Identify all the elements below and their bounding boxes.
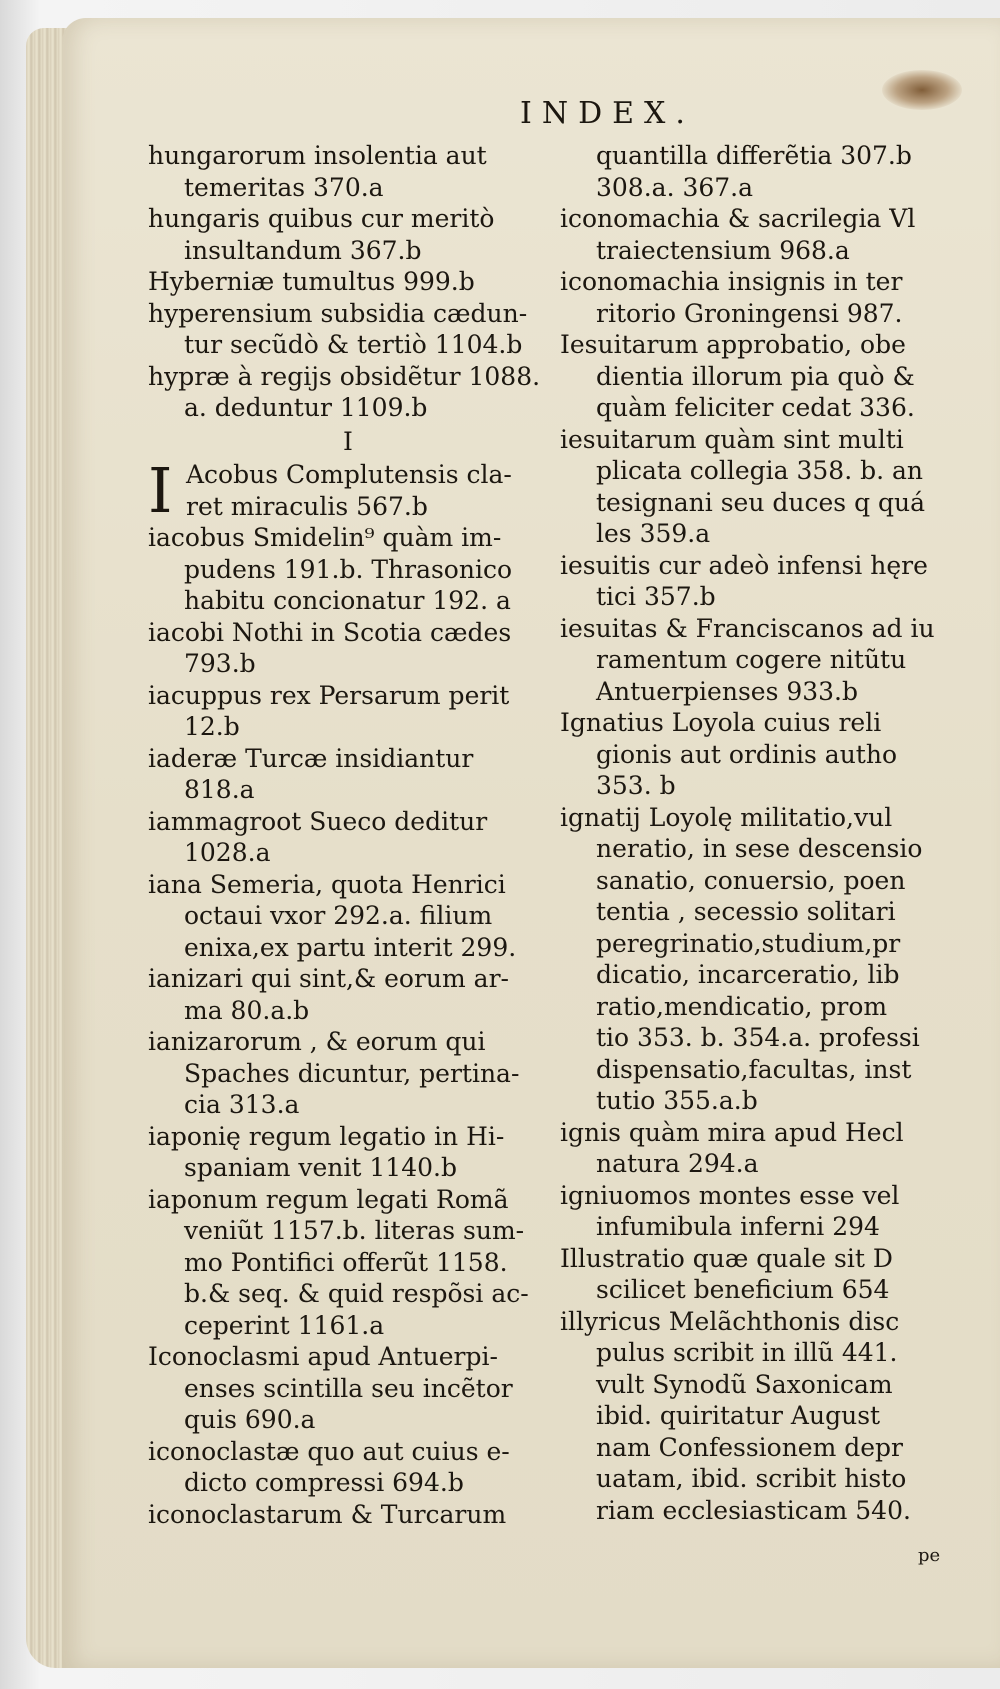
entry-line: Acobus Complutensis cla-: [186, 460, 512, 489]
entry-line: iaderæ Turcæ insidiantur: [148, 743, 474, 773]
entry-line: nam Confessionem depr: [596, 1432, 903, 1462]
index-entry: [560, 140, 1000, 203]
entry-line: veniũt 1157.b. literas sum-: [184, 1216, 525, 1245]
index-entry: [148, 680, 618, 743]
entry-line: iaponum regum legati Romã: [148, 1184, 509, 1214]
index-entry: [148, 806, 618, 869]
entry-line: 818.a: [184, 775, 255, 804]
entry-line: iconoclastæ quo aut cuius e-: [148, 1436, 510, 1466]
entry-line: riam ecclesiasticam 540.: [596, 1495, 911, 1525]
entry-line: ignatij Loyolę militatio,vul: [560, 802, 893, 832]
index-entry: [560, 1117, 1000, 1180]
entry-line: infumibula inferni 294: [596, 1212, 880, 1241]
entry-line: Iesuitarum approbatio, obe: [560, 330, 906, 359]
entry-line: illyricus Melãchthonis disc: [560, 1306, 900, 1336]
index-entry: [560, 1243, 1000, 1306]
entry-line: iconomachia & sacrilegia Vl: [560, 204, 916, 233]
index-entry: [148, 743, 618, 806]
entry-line: iacobus Smidelin⁹ quàm im-: [148, 523, 502, 552]
entry-line: iconomachia insignis in ter: [560, 267, 903, 296]
entry-line: pulus scribit in illũ 441.: [596, 1338, 898, 1367]
index-entry: [148, 298, 618, 361]
index-entry: [148, 617, 618, 680]
entry-line: Ignatius Loyola cuius reli: [560, 708, 882, 737]
entry-line: octaui vxor 292.a. filium: [184, 901, 493, 930]
entry-line: ceperint 1161.a: [184, 1310, 385, 1340]
index-entry: [148, 266, 618, 298]
entry-line: quis 690.a: [184, 1405, 316, 1434]
entry-line: mo Pontifici offerũt 1158.: [184, 1247, 508, 1277]
entry-line: hungarorum insolentia aut: [148, 141, 487, 170]
entry-line: iesuitas & Franciscanos ad iu: [560, 613, 935, 643]
entry-line: hungaris quibus cur meritò: [148, 204, 495, 233]
dropcap-letter: I: [148, 454, 173, 527]
entry-line: tio 353. b. 354.a. professi: [596, 1023, 920, 1052]
entry-line: traiectensium 968.a: [596, 235, 850, 265]
entry-line: plicata collegia 358. b. an: [596, 456, 924, 485]
entry-line: cia 313.a: [184, 1090, 300, 1119]
index-entry: [148, 1026, 618, 1121]
entry-line: iacuppus rex Persarum perit: [148, 680, 510, 710]
entry-line: 793.b: [184, 649, 256, 678]
left-entries-before-section: [148, 140, 618, 424]
entry-line: ret miraculis 567.b: [186, 491, 428, 521]
entry-line: tici 357.b: [596, 582, 716, 611]
entry-line: 12.b: [184, 712, 240, 741]
entry-line: vult Synodũ Saxonicam: [596, 1369, 893, 1399]
entry-line: tur secũdò & tertiò 1104.b: [184, 330, 523, 359]
entry-line: tutio 355.a.b: [596, 1086, 758, 1115]
entry-line: dicatio, incarceratio, lib: [596, 960, 900, 989]
entry-line: spaniam venit 1140.b: [184, 1153, 457, 1182]
left-entries-after-section: [148, 522, 618, 1530]
running-head: INDEX.: [520, 96, 695, 131]
entry-line: ianizarorum , & eorum qui: [148, 1027, 486, 1056]
entry-line: ianizari qui sint,& eorum ar-: [148, 964, 509, 993]
index-entry: [560, 266, 1000, 329]
entry-line: 1028.a: [184, 838, 271, 867]
entry-line: quantilla differẽtia 307.b: [596, 141, 912, 170]
index-entry: [148, 1341, 618, 1436]
entry-line: iesuitarum quàm sint multi: [560, 424, 904, 454]
index-entry: [148, 361, 618, 424]
entry-line: dientia illorum pia quò &: [596, 361, 915, 391]
entry-line: hyperensium subsidia cædun-: [148, 298, 528, 328]
index-entry: [560, 329, 1000, 424]
entry-line: Spaches dicuntur, pertina-: [184, 1058, 520, 1088]
entry-line: les 359.a: [596, 519, 711, 548]
index-entry: [560, 203, 1000, 266]
index-entry: [148, 963, 618, 1026]
index-entry: [148, 140, 618, 203]
entry-line: habitu concionatur 192. a: [184, 586, 511, 615]
entry-line: enixa,ex partu interit 299.: [184, 932, 517, 962]
entry-line: Iconoclasmi apud Antuerpi-: [148, 1342, 498, 1371]
entry-line: Antuerpienses 933.b: [596, 676, 859, 706]
entry-line: ma 80.a.b: [184, 995, 310, 1025]
entry-line: iana Semeria, quota Henrici: [148, 869, 506, 899]
entry-line: 353. b: [596, 771, 676, 800]
right-entries: [560, 140, 1000, 1526]
entry-line: iconoclastarum & Turcarum: [148, 1499, 507, 1529]
index-entry: [560, 802, 1000, 1117]
entry-line: Illustratio quæ quale sit D: [560, 1243, 893, 1273]
index-entry: [560, 424, 1000, 550]
index-entry: [148, 203, 618, 266]
entry-line: iammagroot Sueco deditur: [148, 806, 488, 836]
entry-line: ignis quàm mira apud Hecl: [560, 1117, 904, 1147]
entry-line: insultandum 367.b: [184, 235, 422, 265]
entry-line: uatam, ibid. scribit histo: [596, 1464, 907, 1493]
index-entry: [148, 522, 618, 617]
entry-line: scilicet beneficium 654: [596, 1275, 890, 1304]
catchword: pe: [918, 1545, 941, 1566]
entry-line: ibid. quiritatur August: [596, 1401, 881, 1430]
entry-line: peregrinatio,studium,pr: [596, 928, 901, 958]
index-entry: [560, 613, 1000, 708]
index-entry: [560, 1306, 1000, 1527]
entry-line: dispensatio,facultas, inst: [596, 1054, 912, 1084]
entry-line: dicto compressi 694.b: [184, 1468, 464, 1497]
index-entry: [560, 707, 1000, 802]
index-entry: [148, 869, 618, 964]
entry-line: pudens 191.b. Thrasonico: [184, 554, 513, 584]
entry-line: natura 294.a: [596, 1149, 759, 1178]
index-entry: [148, 1184, 618, 1342]
entry-line: iacobi Nothi in Scotia cædes: [148, 617, 512, 647]
entry-line: Hyberniæ tumultus 999.b: [148, 267, 475, 296]
entry-line: sanatio, conuersio, poen: [596, 865, 906, 895]
entry-line: ritorio Groningensi 987.: [596, 298, 903, 328]
entry-line: a. deduntur 1109.b: [184, 393, 428, 422]
left-column: [148, 140, 618, 1530]
entry-line: hypræ à regijs obsidẽtur 1088.: [148, 361, 541, 391]
right-column: [560, 140, 1000, 1526]
entry-line: tesignani seu duces q quá: [596, 487, 926, 517]
entry-line: igniuomos montes esse vel: [560, 1180, 900, 1210]
entry-line: quàm feliciter cedat 336.: [596, 393, 915, 422]
index-entry: [148, 1499, 618, 1531]
entry-line: 308.a. 367.a: [596, 172, 754, 202]
entry-line: ramentum cogere nitũtu: [596, 645, 907, 674]
dropcap-entry: [148, 454, 618, 527]
index-entry: [560, 1180, 1000, 1243]
entry-line: enses scintilla seu incẽtor: [184, 1373, 513, 1403]
entry-line: iaponię regum legatio in Hi-: [148, 1121, 505, 1151]
entry-line: gionis aut ordinis autho: [596, 739, 898, 769]
ink-stain: [882, 70, 962, 110]
entry-line: neratio, in sese descensio: [596, 834, 923, 863]
index-entry: [148, 1121, 618, 1184]
entry-line: temeritas 370.a: [184, 172, 384, 202]
entry-line: b.& seq. & quid respõsi ac-: [184, 1279, 529, 1308]
index-entry: [148, 1436, 618, 1499]
entry-line: iesuitis cur adeò infensi hęre: [560, 550, 928, 580]
section-letter: I: [343, 426, 353, 456]
index-entry: [560, 550, 1000, 613]
entry-line: ratio,mendicatio, prom: [596, 991, 888, 1021]
entry-line: tentia , secessio solitari: [596, 897, 896, 926]
